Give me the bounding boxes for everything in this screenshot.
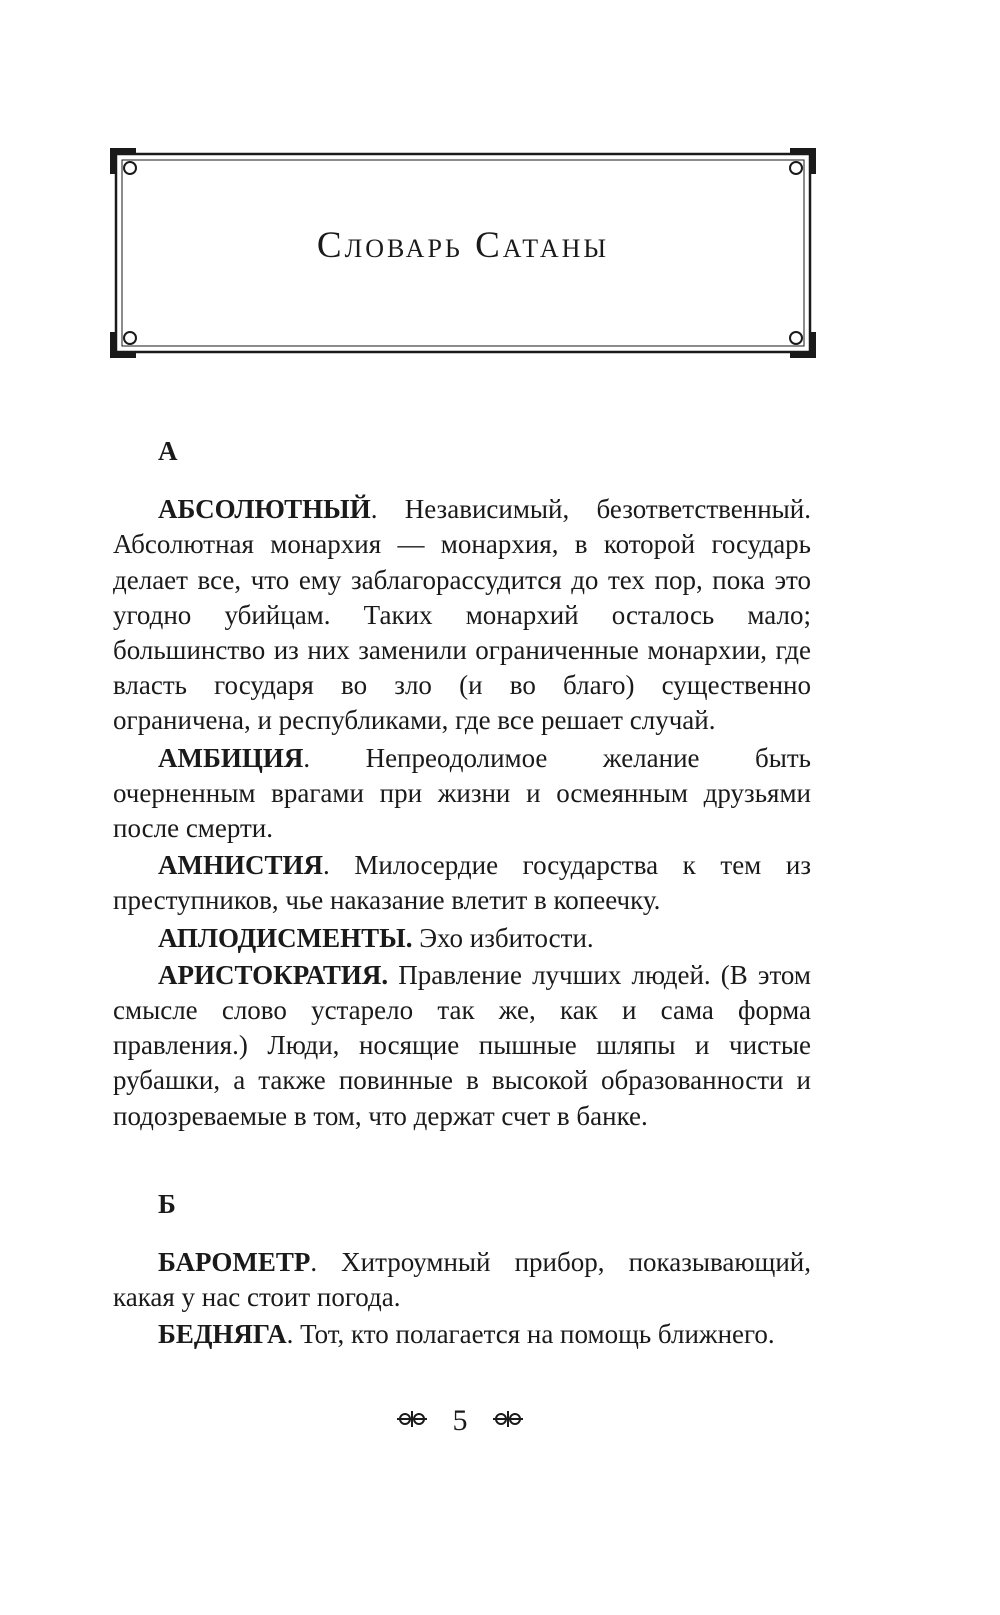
- entry-term: АМНИСТИЯ: [158, 850, 323, 881]
- dictionary-body: [113, 434, 811, 1355]
- section-letter: А: [158, 436, 178, 466]
- entry-definition: . Хитроумный прибор, показывающий, какая у нас стоит погода.: [113, 1247, 811, 1313]
- page-title: Словарь Сатаны: [316, 225, 610, 266]
- section-letter: Б: [158, 1188, 176, 1219]
- entry-definition: . Непреодолимое желание быть очерненным врагами при жизни и осмеянным друзьями после смерти.: [113, 742, 811, 844]
- entry-term: АБСОЛЮТНЫЙ: [158, 494, 371, 525]
- dictionary-entry: [113, 1317, 811, 1352]
- dictionary-entry: [113, 848, 811, 918]
- right-flourish-icon: [491, 1404, 525, 1438]
- dictionary-entry: [113, 492, 811, 738]
- entry-term: АМБИЦИЯ: [158, 742, 304, 773]
- entry-term: БАРОМЕТР: [158, 1247, 311, 1278]
- entry-definition: . Тот, кто полагается на помощь ближнего.: [286, 1319, 775, 1350]
- dictionary-entry: [113, 741, 811, 847]
- dictionary-entry: [113, 1245, 811, 1315]
- entry-definition: Правление лучших людей. (В этом смысле слово устарело так же, как и сама форма правления.) Люди, носящие пышные шляпы и чистые рубашки, а также повинные в высокой образованности и подозреваемые в том, что держат счет в банке.: [113, 959, 811, 1131]
- entry-definition: . Независимый, безответственный. Абсолютная монархия — монархия, в которой государь делает все, что ему заблагорассудится до тех пор, пока это угодно убийцам. Таких монархий осталось мало; большинство из них заменили ограниченные монархии, где власть государя во зло (и во благо) существенно ограничена, и республиками, где все решает случай.: [113, 494, 811, 736]
- entry-definition: Эхо избитости.: [412, 922, 594, 953]
- page-footer: [0, 1402, 920, 1438]
- left-flourish-icon: [395, 1404, 429, 1438]
- title-frame: [108, 146, 818, 360]
- page-number: 5: [452, 1404, 468, 1438]
- dictionary-entry: [113, 921, 811, 956]
- entry-term: АПЛОДИСМЕНТЫ.: [158, 922, 413, 953]
- entry-definition: . Милосердие государства к тем из преступников, чье наказание влетит в копеечку.: [113, 850, 811, 916]
- entry-term: БЕДНЯГА: [158, 1319, 287, 1350]
- entry-term: АРИСТОКРАТИЯ.: [158, 959, 389, 990]
- dictionary-entry: [113, 958, 811, 1134]
